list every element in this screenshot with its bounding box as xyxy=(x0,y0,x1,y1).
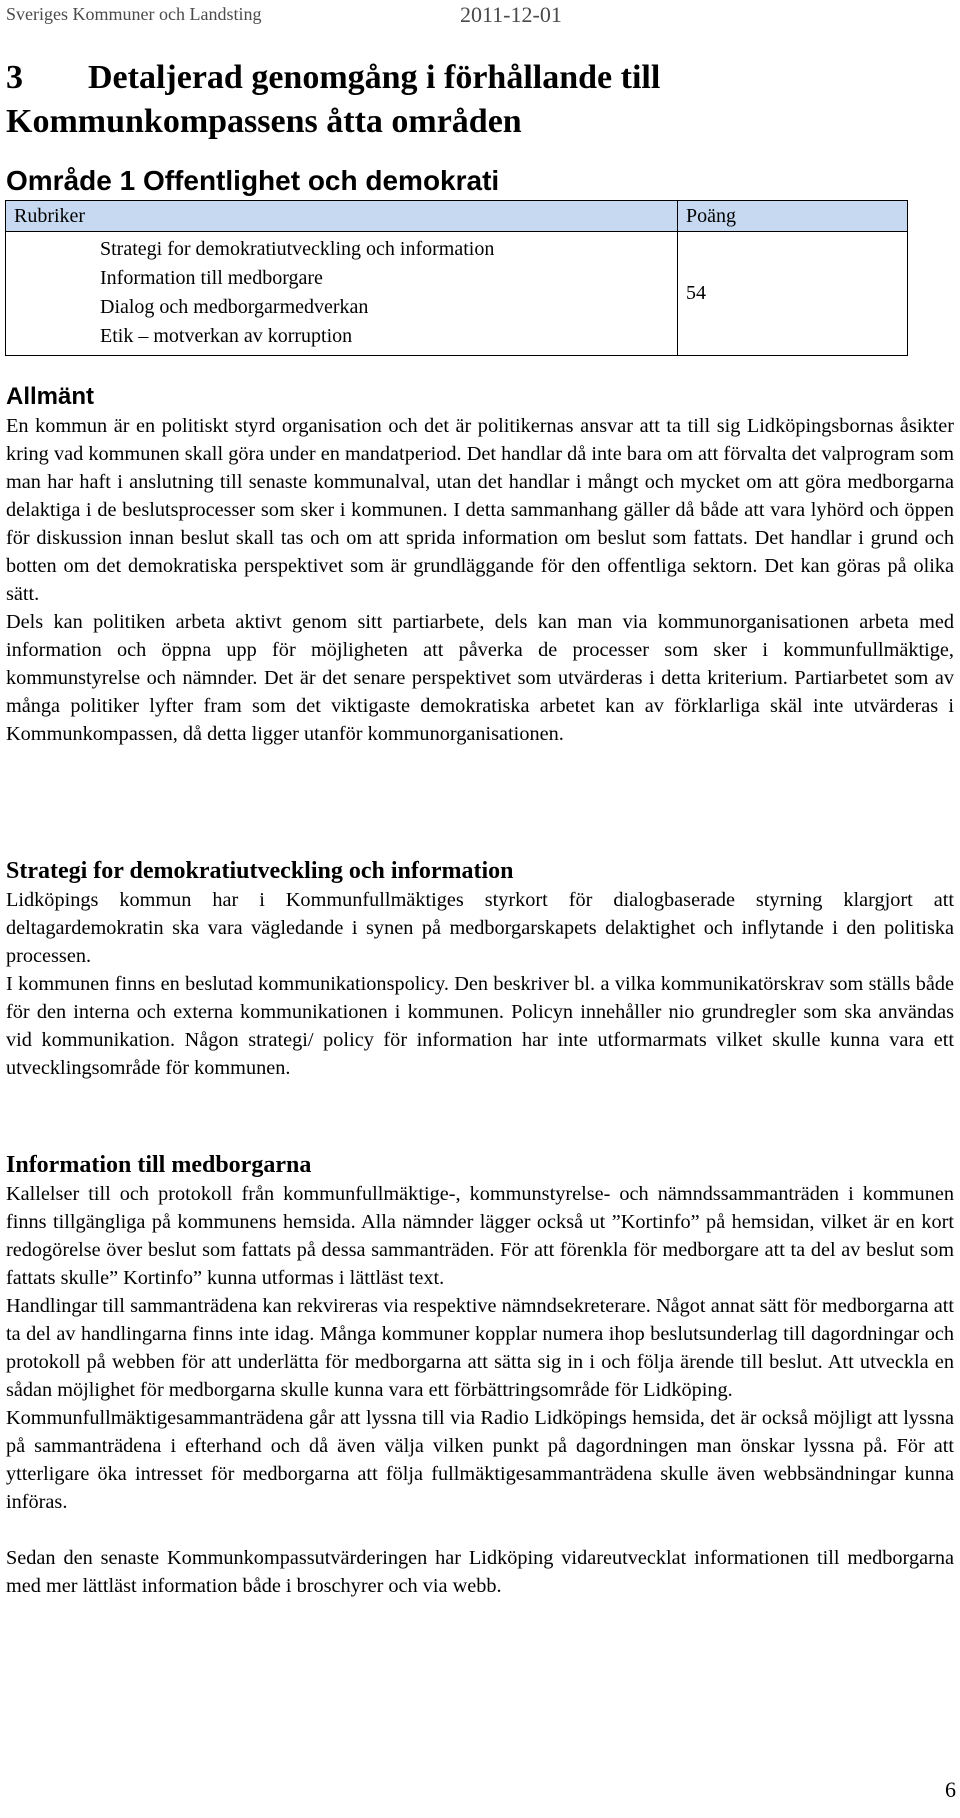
paragraph: Kallelser till och protokoll från kommunfullmäktige-, kommunstyrelse- och nämndssammanträden i kommunen finns tillgängliga på kommunens hemsida. Alla nämnder lägger också ut ”Kortinfo” på hemsidan, vilket är en kort redogörelse över beslut som fattats på dessa sammanträden. För att förenkla för medborgare att ta del av beslut som fattats skulle” Kortinfo” kunna utformas i lättläst text. xyxy=(6,1183,954,1289)
section-title: Information till medborgarna xyxy=(6,1152,312,1178)
chapter-title-line1: Detaljerad genomgång i förhållande till xyxy=(88,59,661,96)
section-strategi xyxy=(6,856,954,1082)
header-rubriker: Rubriker xyxy=(6,201,678,232)
area-title: Område 1 Offentlighet och demokrati xyxy=(6,165,500,196)
paragraph: Dels kan politiken arbeta aktivt genom sitt partiarbete, dels kan man via kommunorganisationen arbeta med information och öppna upp för möjligheten att påverka de processer som sker i kommunfullmäktige, kommunstyrelse och nämnder. Det är det senare perspektivet som utvärderas i detta kriterium. Partiarbetet som av många politiker lyfter fram som det viktigaste demokratiska arbetet kan av förklarliga skäl inte utvärderas i Kommunkompassen, då detta ligger utanför kommunorganisationen. xyxy=(6,611,954,745)
score-cell: 54 xyxy=(678,232,908,356)
header-poang: Poäng xyxy=(678,201,908,232)
page-number: 6 xyxy=(945,1777,956,1802)
rubrik-item: Dialog och medborgarmedverkan xyxy=(100,296,369,318)
header-organization: Sveriges Kommuner och Landsting xyxy=(6,4,262,24)
chapter-title-line2: Kommunkompassens åtta områden xyxy=(6,103,522,140)
paragraph: En kommun är en politiskt styrd organisation och det är politikernas ansvar att ta till sig Lidköpingsbornas åsikter kring vad kommunen skall göra under en mandatperiod. Det handlar då inte bara om att förvalta det valprogram som man har haft i anslutning till senaste kommunalval, utan det handlar i mångt och mycket om att göra medborgarna delaktiga i de beslutsprocesser som sker i kommunen. I detta sammanhang gäller då både att vara lyhörd och öppen för diskussion innan beslut skall tas och om att sprida information om beslut som fattats. Det handlar i grund och botten om det demokratiska perspektivet som är grundläggande för den offentliga sektorn. Det kan göras på olika sätt. xyxy=(6,415,954,605)
section-allmant xyxy=(6,382,954,748)
section-title: Allmänt xyxy=(6,383,95,410)
chapter-number: 3 xyxy=(6,59,23,96)
paragraph: Handlingar till sammanträdena kan rekvireras via respektive nämndsekreterare. Något annat sätt för medborgarna att ta del av handlingarna finns inte idag. Många kommuner kopplar numera ihop beslutsunderlag till dagordningar och protokoll på webben för att underlätta för medborgarna att sätta sig in i och följa ärende till beslut. Att utveckla en sådan möjlighet för medborgarna skulle kunna vara ett förbättringsområde för Lidköping. xyxy=(6,1295,954,1401)
chapter-heading xyxy=(6,56,906,144)
rubrik-item: Strategi for demokratiutveckling och information xyxy=(100,238,495,260)
page-header xyxy=(0,0,960,30)
paragraph: Sedan den senaste Kommunkompassutvärderingen har Lidköping vidareutvecklat informationen till medborgarna med mer lättläst information både i broschyrer och via webb. xyxy=(6,1547,954,1597)
section-title: Strategi for demokratiutveckling och information xyxy=(6,858,514,884)
rubrik-item: Etik – motverkan av korruption xyxy=(100,325,353,347)
header-date: 2011-12-01 xyxy=(460,2,562,27)
rubriker-table xyxy=(5,200,908,356)
rubrik-list xyxy=(6,232,678,356)
section-information xyxy=(6,1150,954,1600)
paragraph: Lidköpings kommun har i Kommunfullmäktiges styrkort för dialogbaserade styrning klargjort att deltagardemokratin ska vara vägledande i synen på medborgarskapets delaktighet och inflytande i den politiska processen. xyxy=(6,889,954,967)
paragraph: I kommunen finns en beslutad kommunikationspolicy. Den beskriver bl. a vilka kommunikatörskrav som ställs både för den interna och externa kommunikationen i kommunen. Policyn innehåller nio grundregler som ska användas vid kommunikation. Någon strategi/ policy för information har inte utformarmats vilket skulle kunna vara ett utvecklingsområde för kommunen. xyxy=(6,973,954,1079)
table-row xyxy=(6,232,908,356)
paragraph: Kommunfullmäktigesammanträdena går att lyssna till via Radio Lidköpings hemsida, det är också möjligt att lyssna på sammanträdena i efterhand och då även välja vilken punkt på dagordningen man önskar lyssna på. För att ytterligare öka intresset för medborgarna att följa fullmäktigesammanträdena skulle även webbsändningar kunna införas. xyxy=(6,1407,954,1513)
table-header-row xyxy=(6,201,908,232)
rubrik-item: Information till medborgare xyxy=(100,267,323,289)
